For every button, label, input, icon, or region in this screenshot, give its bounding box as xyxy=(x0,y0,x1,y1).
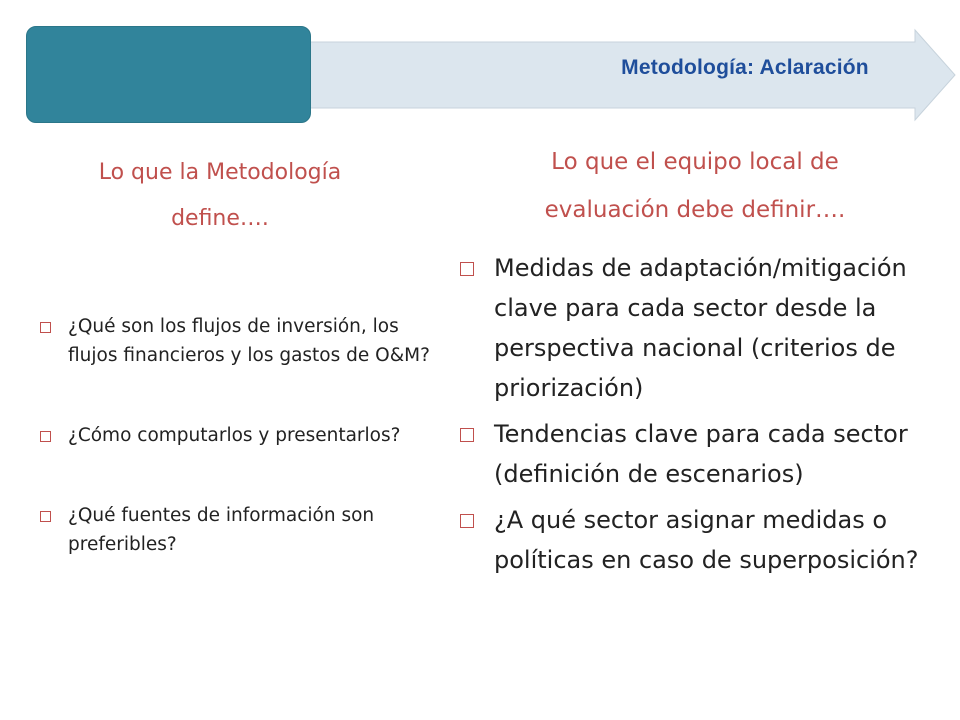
list-item-text: Tendencias clave para cada sector (definición de escenarios) xyxy=(494,420,908,488)
list-item xyxy=(460,500,955,580)
left-bullet-list xyxy=(40,312,440,610)
left-heading-line-2: define…. xyxy=(171,206,269,231)
list-item-text: ¿Qué son los flujos de inversión, los flujos financieros y los gastos de O&M? xyxy=(68,316,430,366)
list-item-text: ¿Qué fuentes de información son preferibles? xyxy=(68,505,375,555)
list-item-text: ¿Cómo computarlos y presentarlos? xyxy=(68,425,401,446)
hollow-square-icon xyxy=(460,514,474,528)
left-column-heading xyxy=(30,150,410,242)
hollow-square-icon xyxy=(40,511,51,522)
list-item xyxy=(40,421,440,450)
list-item xyxy=(40,501,440,559)
right-heading-line-2: evaluación debe definir…. xyxy=(544,197,846,223)
hollow-square-icon xyxy=(460,428,474,442)
list-item xyxy=(40,312,440,370)
right-column-heading xyxy=(460,138,930,234)
left-heading-line-1: Lo que la Metodología xyxy=(98,160,342,185)
list-item-text: Medidas de adaptación/mitigación clave para cada sector desde la perspectiva nacional (criterios de priorización) xyxy=(494,254,907,402)
hollow-square-icon xyxy=(460,262,474,276)
slide-title: Metodología: Aclaración xyxy=(621,56,869,79)
list-item xyxy=(460,414,955,494)
list-item xyxy=(460,248,955,408)
right-bullet-list xyxy=(460,248,955,586)
hollow-square-icon xyxy=(40,322,51,333)
right-heading-line-1: Lo que el equipo local de xyxy=(551,149,839,175)
list-item-text: ¿A qué sector asignar medidas o políticas en caso de superposición? xyxy=(494,506,919,574)
header-accent-block xyxy=(26,26,311,123)
hollow-square-icon xyxy=(40,431,51,442)
